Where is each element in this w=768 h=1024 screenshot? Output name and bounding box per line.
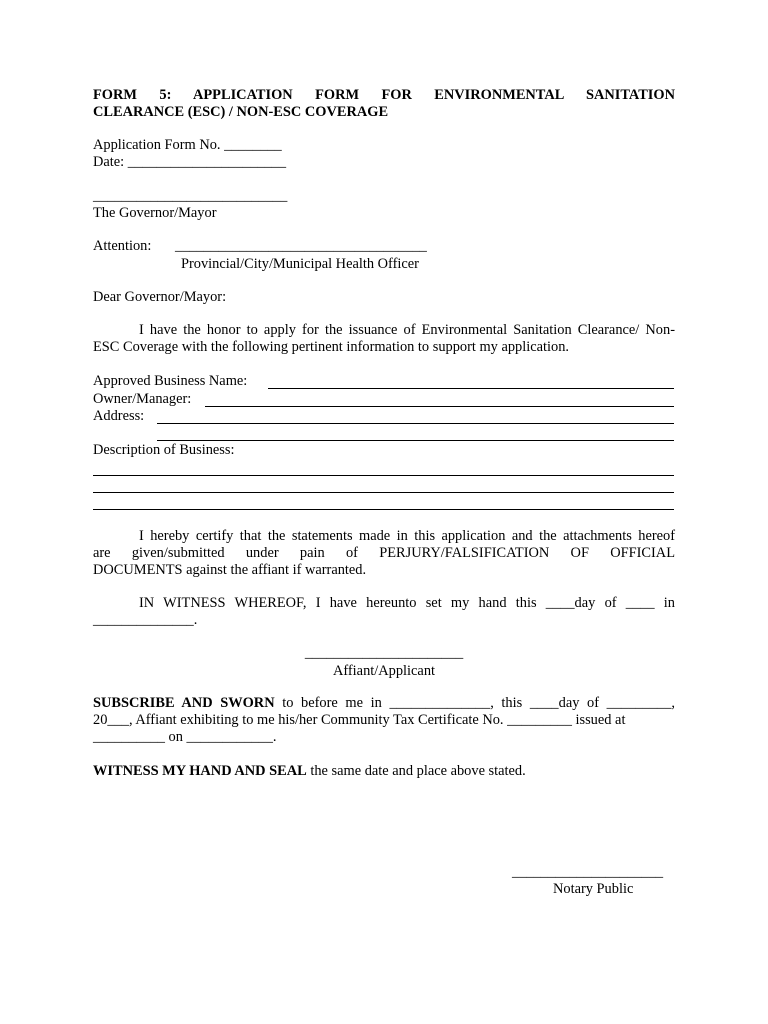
address-label: Address: xyxy=(93,408,145,424)
witness-paragraph xyxy=(93,595,675,629)
witness-hand-seal-heading: WITNESS MY HAND AND SEAL xyxy=(93,763,307,779)
certify-line-1: I hereby certify that the statements made in this application and the attachments hereof xyxy=(139,528,675,544)
salutation: Dear Governor/Mayor: xyxy=(93,289,227,305)
certification-paragraph xyxy=(93,528,675,579)
certify-line-2: are given/submitted under pain of PERJURY/FALSIFICATION OF OFFICIAL xyxy=(93,545,675,561)
jurat-line-1-text: to before me in ______________, this ____day of _________, xyxy=(274,695,675,711)
owner-manager-line[interactable] xyxy=(205,406,674,407)
notary-public-label: Notary Public xyxy=(553,881,634,897)
jurat-line-3: __________ on ____________. xyxy=(93,729,277,745)
attention-label: Attention: xyxy=(93,238,152,254)
witness-line-1: IN WITNESS WHEREOF, I have hereunto set my hand this ____day of ____ in xyxy=(139,595,675,611)
affiant-applicant-label: Affiant/Applicant xyxy=(332,663,436,679)
description-line-3[interactable] xyxy=(93,509,674,510)
owner-manager-label: Owner/Manager: xyxy=(93,391,192,407)
intro-paragraph xyxy=(93,322,675,356)
date-field: Date: ______________________ xyxy=(93,154,287,170)
addressee-name-blank: ___________________________ xyxy=(93,188,288,204)
description-line-2[interactable] xyxy=(93,492,674,493)
form-title xyxy=(93,87,675,121)
business-name-label: Approved Business Name: xyxy=(93,373,248,389)
address-line-2[interactable] xyxy=(157,440,674,441)
witness-hand-seal xyxy=(93,763,526,780)
addressee-title: The Governor/Mayor xyxy=(93,205,217,221)
witness-hand-seal-text: the same date and place above stated. xyxy=(306,763,526,779)
application-form-number: Application Form No. ________ xyxy=(93,137,282,153)
jurat-line-1 xyxy=(93,695,675,712)
description-line-1[interactable] xyxy=(93,475,674,476)
title-line-2: CLEARANCE (ESC) / NON-ESC COVERAGE xyxy=(93,104,389,120)
jurat-paragraph xyxy=(93,695,675,746)
affiant-signature-blank: ______________________ xyxy=(304,645,464,661)
subscribe-sworn-heading: SUBSCRIBE AND SWORN xyxy=(93,695,275,711)
business-name-line[interactable] xyxy=(268,388,674,389)
description-label: Description of Business: xyxy=(93,442,235,458)
health-officer-title: Provincial/City/Municipal Health Officer xyxy=(181,256,419,272)
attention-blank: ___________________________________ xyxy=(175,238,427,254)
title-line-1: FORM 5: APPLICATION FORM FOR ENVIRONMENTAL SANITATION xyxy=(93,87,675,103)
witness-line-2: ______________. xyxy=(93,612,198,628)
certify-line-3: DOCUMENTS against the affiant if warranted. xyxy=(93,562,367,578)
intro-line-2: ESC Coverage with the following pertinent information to support my application. xyxy=(93,339,570,355)
address-line-1[interactable] xyxy=(157,423,674,424)
intro-line-1: I have the honor to apply for the issuance of Environmental Sanitation Clearance/ Non- xyxy=(139,322,675,338)
jurat-line-2: 20___, Affiant exhibiting to me his/her Community Tax Certificate No. _________ issued at xyxy=(93,712,626,728)
notary-signature-blank: _____________________ xyxy=(512,864,664,880)
